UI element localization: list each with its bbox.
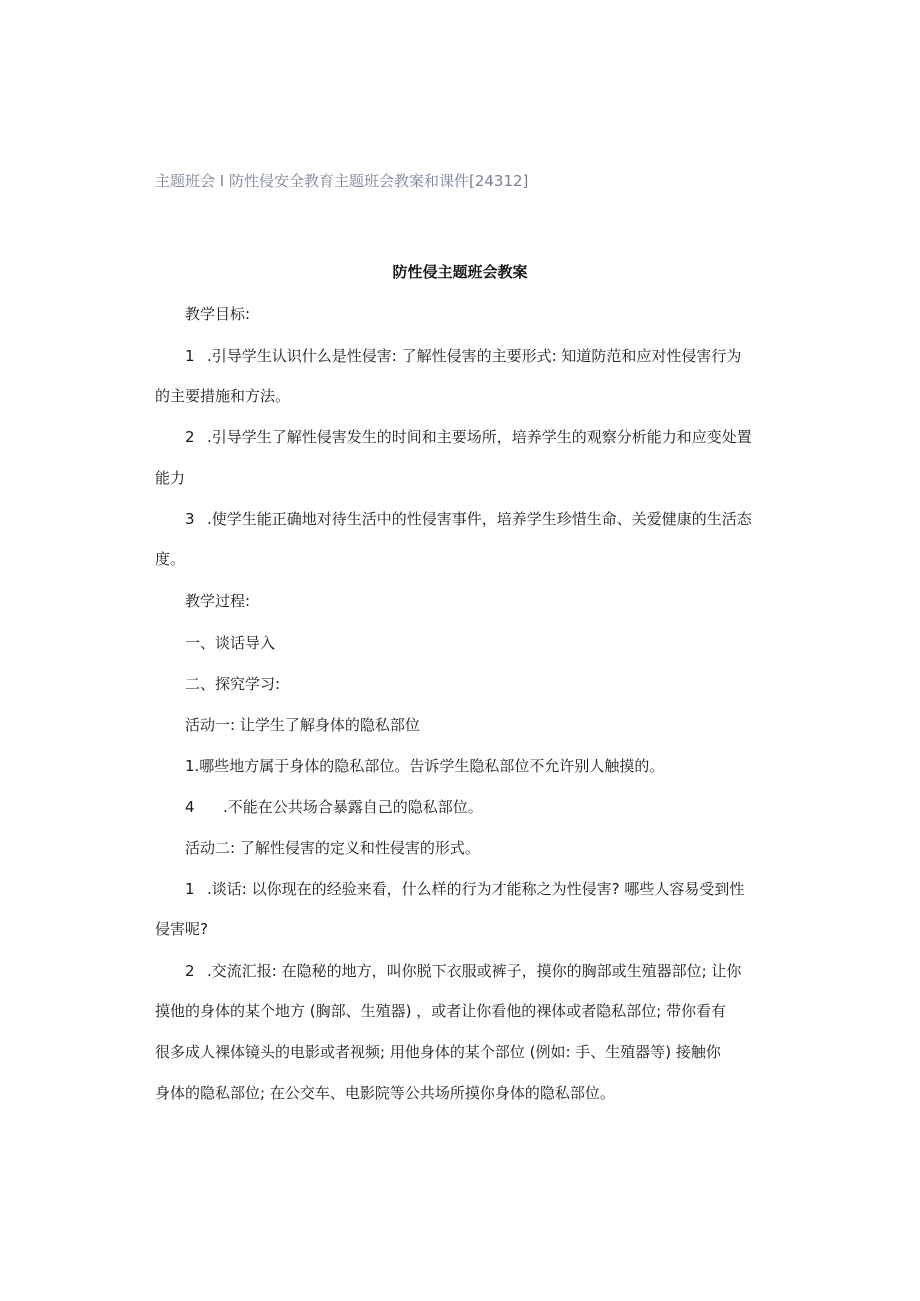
step-2: 二、探究学习: — [185, 675, 281, 693]
activity-2-item-2-line-3: 很多成人裸体镜头的电影或者视频; 用他身体的某个部位 (例如: 手、生殖器等) 接触你 — [155, 1043, 721, 1061]
activity-1-item-4 — [185, 796, 483, 817]
step-1: 一、谈话导入 — [185, 634, 276, 652]
activity-2-item-1-line-1 — [185, 878, 744, 899]
activity-2-item-1-line-2: 侵害呢? — [155, 920, 208, 938]
goal-2-line-2: 能力 — [155, 469, 186, 487]
activity-1-item-4-number: 4 — [185, 798, 195, 816]
goal-1-number: 1 — [185, 347, 195, 365]
document-title: 防性侵主题班会教案 — [392, 263, 528, 281]
activity-2-item-2-line-2: 摸他的身体的某个地方 (胸部、生殖器) ，或者让你看他的裸体或者隐私部位; 带你看有 — [155, 1002, 727, 1020]
activity-2-item-2-line-4: 身体的隐私部位; 在公交车、电影院等公共场所摸你身体的隐私部位。 — [155, 1084, 615, 1102]
goal-2-line-1 — [185, 426, 752, 447]
goal-2-number: 2 — [185, 428, 195, 446]
goal-1-text: .引导学生认识什么是性侵害: 了解性侵害的主要形式: 知道防范和应对性侵害行为 — [207, 347, 742, 365]
activity-1-heading: 活动一: 让学生了解身体的隐私部位 — [185, 716, 420, 734]
document-header: 主题班会 I 防性侵安全教育主题班会教案和课件[24312] — [155, 172, 529, 190]
goal-3-line-2: 度。 — [155, 550, 186, 568]
activity-2-item-1-number: 1 — [185, 880, 195, 898]
activity-1-item-4-text: .不能在公共场合暴露自己的隐私部位。 — [223, 798, 483, 816]
activity-1-item-1: 1.哪些地方属于身体的隐私部位。告诉学生隐私部位不允许别人触摸的。 — [185, 757, 665, 775]
goal-3-line-1 — [185, 508, 752, 529]
goal-1-line-1 — [185, 345, 741, 366]
activity-2-item-2-line-1 — [185, 960, 741, 981]
goal-3-text: .使学生能正确地对待生活中的性侵害事件，培养学生珍惜生命、关爱健康的生活态 — [207, 510, 752, 528]
goal-3-number: 3 — [185, 510, 195, 528]
activity-2-item-2-text: .交流汇报: 在隐秘的地方，叫你脱下衣服或裤子，摸你的胸部或生殖器部位; 让你 — [207, 962, 742, 980]
goal-1-line-2: 的主要措施和方法。 — [155, 387, 291, 405]
activity-2-heading: 活动二: 了解性侵害的定义和性侵害的形式。 — [185, 839, 480, 857]
goal-2-text: .引导学生了解性侵害发生的时间和主要场所，培养学生的观察分析能力和应变处置 — [207, 428, 752, 446]
activity-2-item-2-number: 2 — [185, 962, 195, 980]
goals-heading: 教学目标: — [185, 305, 251, 323]
process-heading: 教学过程: — [185, 592, 251, 610]
activity-2-item-1-text: .谈话: 以你现在的经验来看，什么样的行为才能称之为性侵害? 哪些人容易受到性 — [207, 880, 745, 898]
